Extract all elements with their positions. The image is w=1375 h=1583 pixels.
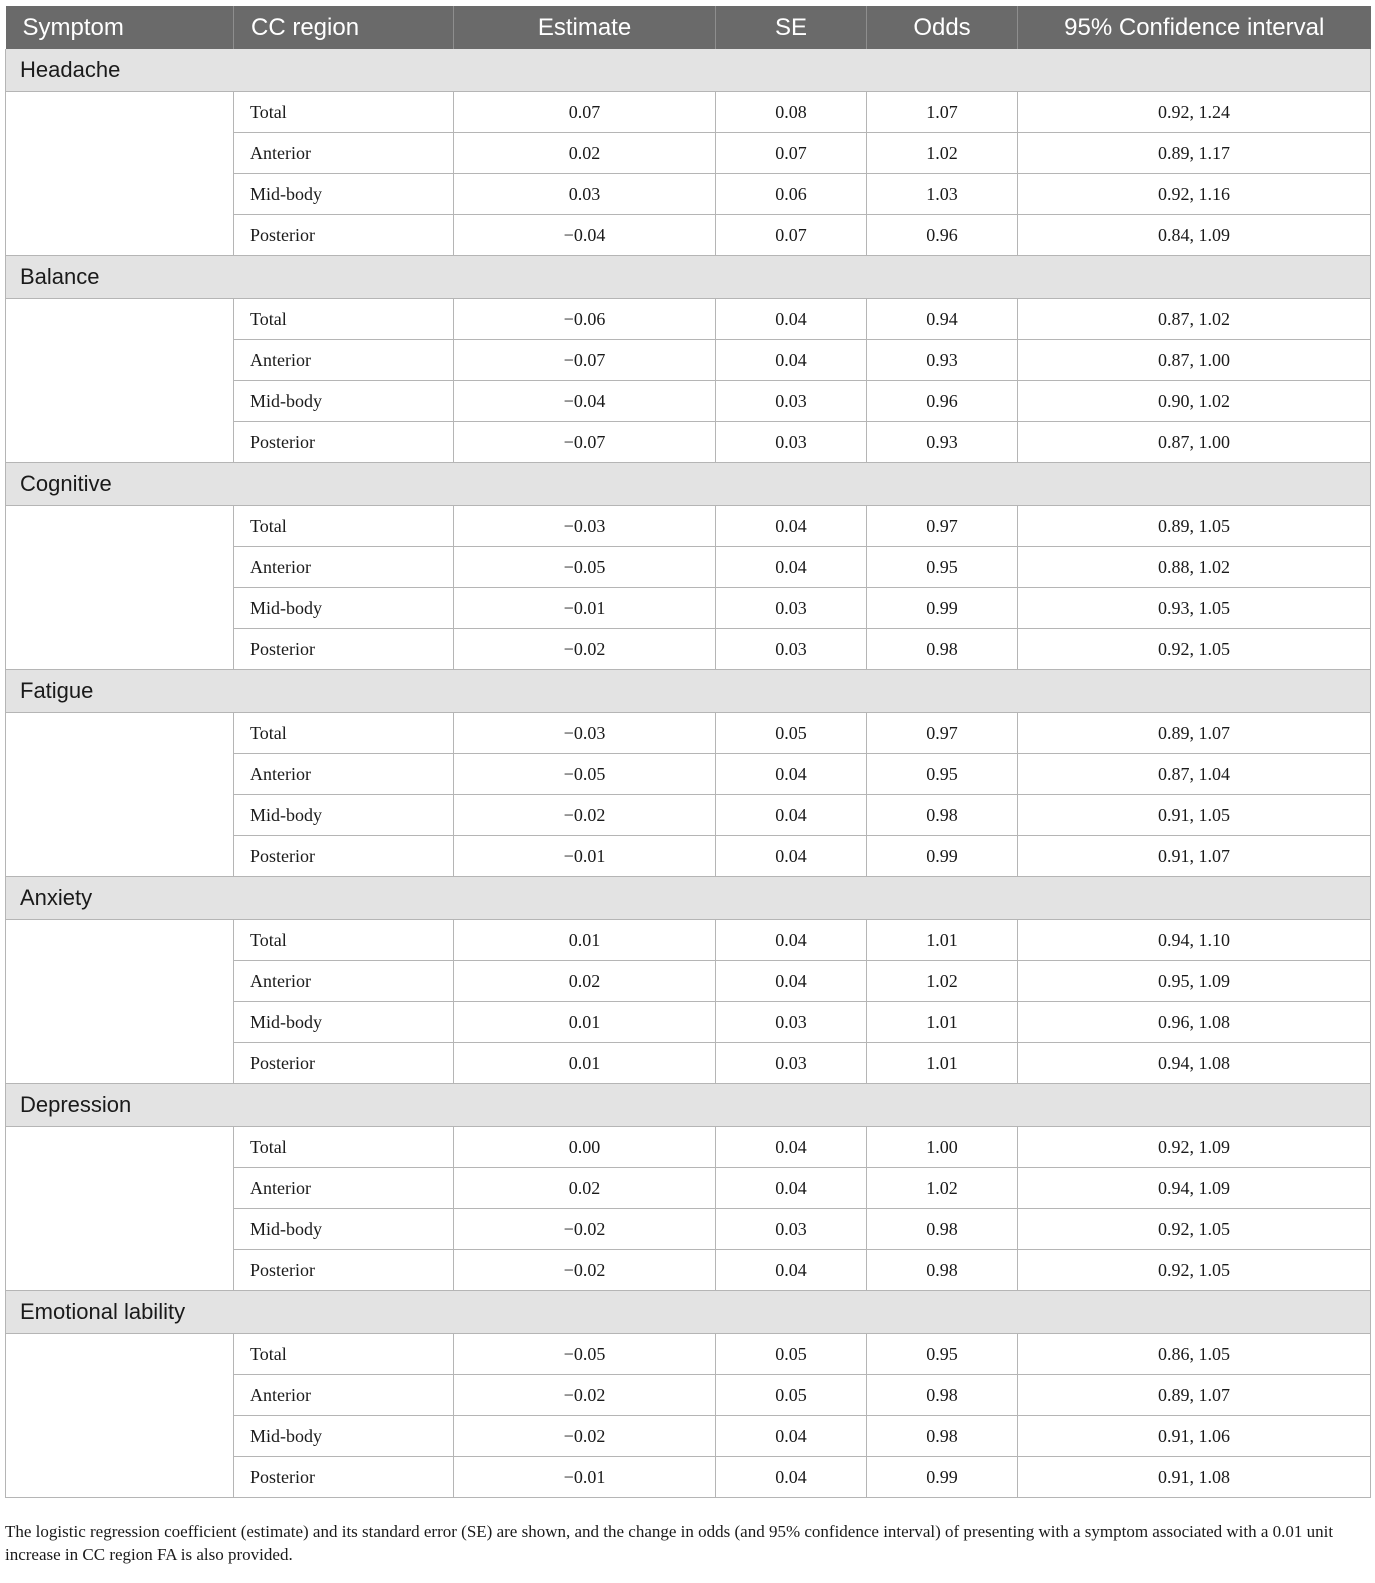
estimate-cell: −0.02 bbox=[454, 1416, 716, 1457]
cc-region-cell: Posterior bbox=[234, 1250, 454, 1291]
cc-region-cell: Anterior bbox=[234, 133, 454, 174]
odds-cell: 1.00 bbox=[867, 1127, 1018, 1168]
estimate-cell: 0.03 bbox=[454, 174, 716, 215]
cc-region-cell: Total bbox=[234, 299, 454, 340]
se-cell: 0.04 bbox=[716, 1457, 867, 1498]
empty-symptom-cell bbox=[6, 92, 234, 133]
empty-symptom-cell bbox=[6, 215, 234, 256]
odds-cell: 1.01 bbox=[867, 920, 1018, 961]
empty-symptom-cell bbox=[6, 422, 234, 463]
se-cell: 0.03 bbox=[716, 1209, 867, 1250]
odds-cell: 0.98 bbox=[867, 1250, 1018, 1291]
header-estimate: Estimate bbox=[454, 6, 716, 49]
se-cell: 0.07 bbox=[716, 133, 867, 174]
odds-cell: 1.03 bbox=[867, 174, 1018, 215]
table-row bbox=[6, 836, 1371, 877]
cc-region-cell: Posterior bbox=[234, 215, 454, 256]
se-cell: 0.03 bbox=[716, 1002, 867, 1043]
results-table bbox=[5, 6, 1371, 1498]
se-cell: 0.03 bbox=[716, 1043, 867, 1084]
empty-symptom-cell bbox=[6, 795, 234, 836]
table-row bbox=[6, 961, 1371, 1002]
estimate-cell: −0.05 bbox=[454, 1334, 716, 1375]
cc-region-cell: Mid-body bbox=[234, 1416, 454, 1457]
table-row bbox=[6, 1250, 1371, 1291]
confidence-interval-cell: 0.92, 1.05 bbox=[1018, 1250, 1371, 1291]
cc-region-cell: Anterior bbox=[234, 1375, 454, 1416]
symptom-label: Balance bbox=[6, 256, 1371, 299]
estimate-cell: 0.01 bbox=[454, 1043, 716, 1084]
header-se: SE bbox=[716, 6, 867, 49]
odds-cell: 0.93 bbox=[867, 340, 1018, 381]
odds-cell: 0.96 bbox=[867, 381, 1018, 422]
table-row bbox=[6, 1168, 1371, 1209]
table-row bbox=[6, 1127, 1371, 1168]
se-cell: 0.03 bbox=[716, 588, 867, 629]
cc-region-cell: Mid-body bbox=[234, 1209, 454, 1250]
empty-symptom-cell bbox=[6, 299, 234, 340]
estimate-cell: −0.05 bbox=[454, 754, 716, 795]
cc-region-cell: Anterior bbox=[234, 754, 454, 795]
odds-cell: 0.96 bbox=[867, 215, 1018, 256]
se-cell: 0.04 bbox=[716, 795, 867, 836]
estimate-cell: −0.01 bbox=[454, 1457, 716, 1498]
se-cell: 0.04 bbox=[716, 836, 867, 877]
cc-region-cell: Total bbox=[234, 1127, 454, 1168]
table-row bbox=[6, 754, 1371, 795]
estimate-cell: −0.03 bbox=[454, 506, 716, 547]
cc-region-cell: Anterior bbox=[234, 961, 454, 1002]
confidence-interval-cell: 0.87, 1.04 bbox=[1018, 754, 1371, 795]
table-row bbox=[6, 422, 1371, 463]
symptom-label: Headache bbox=[6, 49, 1371, 92]
se-cell: 0.03 bbox=[716, 422, 867, 463]
confidence-interval-cell: 0.92, 1.09 bbox=[1018, 1127, 1371, 1168]
se-cell: 0.04 bbox=[716, 506, 867, 547]
confidence-interval-cell: 0.95, 1.09 bbox=[1018, 961, 1371, 1002]
empty-symptom-cell bbox=[6, 340, 234, 381]
confidence-interval-cell: 0.94, 1.08 bbox=[1018, 1043, 1371, 1084]
confidence-interval-cell: 0.88, 1.02 bbox=[1018, 547, 1371, 588]
table-row bbox=[6, 1334, 1371, 1375]
estimate-cell: 0.01 bbox=[454, 920, 716, 961]
empty-symptom-cell bbox=[6, 961, 234, 1002]
odds-cell: 0.97 bbox=[867, 713, 1018, 754]
table-row bbox=[6, 1375, 1371, 1416]
empty-symptom-cell bbox=[6, 1002, 234, 1043]
symptom-group-row bbox=[6, 256, 1371, 299]
cc-region-cell: Anterior bbox=[234, 547, 454, 588]
empty-symptom-cell bbox=[6, 920, 234, 961]
odds-cell: 0.99 bbox=[867, 588, 1018, 629]
confidence-interval-cell: 0.89, 1.07 bbox=[1018, 1375, 1371, 1416]
confidence-interval-cell: 0.91, 1.05 bbox=[1018, 795, 1371, 836]
empty-symptom-cell bbox=[6, 1457, 234, 1498]
symptom-group-row bbox=[6, 49, 1371, 92]
se-cell: 0.07 bbox=[716, 215, 867, 256]
confidence-interval-cell: 0.91, 1.06 bbox=[1018, 1416, 1371, 1457]
symptom-group-row bbox=[6, 1291, 1371, 1334]
confidence-interval-cell: 0.91, 1.07 bbox=[1018, 836, 1371, 877]
cc-region-cell: Mid-body bbox=[234, 1002, 454, 1043]
table-row bbox=[6, 174, 1371, 215]
header-row bbox=[6, 6, 1371, 49]
table-footnote: The logistic regression coefficient (estimate) and its standard error (SE) are shown, and the change in odds (and 95% confidence interval) of presenting with a symptom associated with a 0.01 unit increase in CC region FA is also provided. bbox=[5, 1522, 1334, 1564]
odds-cell: 1.01 bbox=[867, 1002, 1018, 1043]
se-cell: 0.03 bbox=[716, 629, 867, 670]
confidence-interval-cell: 0.93, 1.05 bbox=[1018, 588, 1371, 629]
odds-cell: 0.99 bbox=[867, 836, 1018, 877]
cc-region-cell: Mid-body bbox=[234, 588, 454, 629]
estimate-cell: −0.02 bbox=[454, 1375, 716, 1416]
se-cell: 0.05 bbox=[716, 1375, 867, 1416]
confidence-interval-cell: 0.89, 1.17 bbox=[1018, 133, 1371, 174]
odds-cell: 0.93 bbox=[867, 422, 1018, 463]
confidence-interval-cell: 0.90, 1.02 bbox=[1018, 381, 1371, 422]
estimate-cell: 0.00 bbox=[454, 1127, 716, 1168]
empty-symptom-cell bbox=[6, 754, 234, 795]
table-row bbox=[6, 299, 1371, 340]
table-row bbox=[6, 1209, 1371, 1250]
se-cell: 0.05 bbox=[716, 1334, 867, 1375]
header-confidence-interval: 95% Confidence interval bbox=[1018, 6, 1371, 49]
confidence-interval-cell: 0.87, 1.02 bbox=[1018, 299, 1371, 340]
se-cell: 0.03 bbox=[716, 381, 867, 422]
table-row bbox=[6, 547, 1371, 588]
table-row bbox=[6, 133, 1371, 174]
cc-region-cell: Anterior bbox=[234, 1168, 454, 1209]
symptom-group-row bbox=[6, 1084, 1371, 1127]
estimate-cell: −0.02 bbox=[454, 1250, 716, 1291]
table-row bbox=[6, 588, 1371, 629]
empty-symptom-cell bbox=[6, 1209, 234, 1250]
confidence-interval-cell: 0.92, 1.24 bbox=[1018, 92, 1371, 133]
odds-cell: 1.02 bbox=[867, 1168, 1018, 1209]
empty-symptom-cell bbox=[6, 547, 234, 588]
cc-region-cell: Mid-body bbox=[234, 795, 454, 836]
symptom-label: Depression bbox=[6, 1084, 1371, 1127]
estimate-cell: −0.05 bbox=[454, 547, 716, 588]
estimate-cell: 0.02 bbox=[454, 961, 716, 1002]
empty-symptom-cell bbox=[6, 836, 234, 877]
odds-cell: 0.94 bbox=[867, 299, 1018, 340]
header-symptom: Symptom bbox=[6, 6, 234, 49]
symptom-label: Anxiety bbox=[6, 877, 1371, 920]
odds-cell: 1.07 bbox=[867, 92, 1018, 133]
estimate-cell: 0.02 bbox=[454, 133, 716, 174]
confidence-interval-cell: 0.87, 1.00 bbox=[1018, 422, 1371, 463]
estimate-cell: −0.04 bbox=[454, 215, 716, 256]
cc-region-cell: Mid-body bbox=[234, 381, 454, 422]
estimate-cell: −0.02 bbox=[454, 795, 716, 836]
cc-region-cell: Total bbox=[234, 92, 454, 133]
odds-cell: 0.95 bbox=[867, 754, 1018, 795]
header-odds: Odds bbox=[867, 6, 1018, 49]
table-row bbox=[6, 1416, 1371, 1457]
odds-cell: 0.97 bbox=[867, 506, 1018, 547]
table-row bbox=[6, 920, 1371, 961]
se-cell: 0.04 bbox=[716, 754, 867, 795]
confidence-interval-cell: 0.94, 1.09 bbox=[1018, 1168, 1371, 1209]
confidence-interval-cell: 0.92, 1.16 bbox=[1018, 174, 1371, 215]
odds-cell: 0.95 bbox=[867, 1334, 1018, 1375]
table-row bbox=[6, 713, 1371, 754]
odds-cell: 0.98 bbox=[867, 1375, 1018, 1416]
cc-region-cell: Mid-body bbox=[234, 174, 454, 215]
odds-cell: 0.98 bbox=[867, 1209, 1018, 1250]
empty-symptom-cell bbox=[6, 1375, 234, 1416]
symptom-label: Cognitive bbox=[6, 463, 1371, 506]
se-cell: 0.08 bbox=[716, 92, 867, 133]
table-row bbox=[6, 629, 1371, 670]
cc-region-cell: Total bbox=[234, 506, 454, 547]
estimate-cell: 0.07 bbox=[454, 92, 716, 133]
estimate-cell: −0.01 bbox=[454, 588, 716, 629]
empty-symptom-cell bbox=[6, 588, 234, 629]
empty-symptom-cell bbox=[6, 381, 234, 422]
estimate-cell: 0.02 bbox=[454, 1168, 716, 1209]
cc-region-cell: Posterior bbox=[234, 1043, 454, 1084]
cc-region-cell: Total bbox=[234, 713, 454, 754]
estimate-cell: 0.01 bbox=[454, 1002, 716, 1043]
confidence-interval-cell: 0.89, 1.05 bbox=[1018, 506, 1371, 547]
se-cell: 0.04 bbox=[716, 547, 867, 588]
empty-symptom-cell bbox=[6, 1168, 234, 1209]
table-row bbox=[6, 1457, 1371, 1498]
estimate-cell: −0.07 bbox=[454, 340, 716, 381]
confidence-interval-cell: 0.84, 1.09 bbox=[1018, 215, 1371, 256]
se-cell: 0.04 bbox=[716, 961, 867, 1002]
confidence-interval-cell: 0.86, 1.05 bbox=[1018, 1334, 1371, 1375]
estimate-cell: −0.02 bbox=[454, 1209, 716, 1250]
se-cell: 0.05 bbox=[716, 713, 867, 754]
estimate-cell: −0.06 bbox=[454, 299, 716, 340]
odds-cell: 1.01 bbox=[867, 1043, 1018, 1084]
symptom-group-row bbox=[6, 877, 1371, 920]
confidence-interval-cell: 0.94, 1.10 bbox=[1018, 920, 1371, 961]
cc-region-cell: Anterior bbox=[234, 340, 454, 381]
confidence-interval-cell: 0.96, 1.08 bbox=[1018, 1002, 1371, 1043]
confidence-interval-cell: 0.91, 1.08 bbox=[1018, 1457, 1371, 1498]
table-row bbox=[6, 92, 1371, 133]
confidence-interval-cell: 0.89, 1.07 bbox=[1018, 713, 1371, 754]
symptom-label: Fatigue bbox=[6, 670, 1371, 713]
se-cell: 0.04 bbox=[716, 1168, 867, 1209]
symptom-label: Emotional lability bbox=[6, 1291, 1371, 1334]
odds-cell: 0.99 bbox=[867, 1457, 1018, 1498]
estimate-cell: −0.03 bbox=[454, 713, 716, 754]
empty-symptom-cell bbox=[6, 133, 234, 174]
estimate-cell: −0.01 bbox=[454, 836, 716, 877]
odds-cell: 1.02 bbox=[867, 133, 1018, 174]
se-cell: 0.06 bbox=[716, 174, 867, 215]
empty-symptom-cell bbox=[6, 1334, 234, 1375]
symptom-group-row bbox=[6, 670, 1371, 713]
empty-symptom-cell bbox=[6, 174, 234, 215]
se-cell: 0.04 bbox=[716, 1250, 867, 1291]
cc-region-cell: Posterior bbox=[234, 629, 454, 670]
table-row bbox=[6, 215, 1371, 256]
odds-cell: 0.98 bbox=[867, 1416, 1018, 1457]
confidence-interval-cell: 0.92, 1.05 bbox=[1018, 629, 1371, 670]
empty-symptom-cell bbox=[6, 1043, 234, 1084]
estimate-cell: −0.07 bbox=[454, 422, 716, 463]
table-row bbox=[6, 795, 1371, 836]
se-cell: 0.04 bbox=[716, 920, 867, 961]
confidence-interval-cell: 0.92, 1.05 bbox=[1018, 1209, 1371, 1250]
odds-cell: 0.95 bbox=[867, 547, 1018, 588]
table-row bbox=[6, 1043, 1371, 1084]
se-cell: 0.04 bbox=[716, 340, 867, 381]
estimate-cell: −0.02 bbox=[454, 629, 716, 670]
table-row bbox=[6, 340, 1371, 381]
cc-region-cell: Posterior bbox=[234, 1457, 454, 1498]
header-cc-region: CC region bbox=[234, 6, 454, 49]
symptom-group-row bbox=[6, 463, 1371, 506]
odds-cell: 0.98 bbox=[867, 629, 1018, 670]
confidence-interval-cell: 0.87, 1.00 bbox=[1018, 340, 1371, 381]
empty-symptom-cell bbox=[6, 629, 234, 670]
cc-region-cell: Total bbox=[234, 1334, 454, 1375]
empty-symptom-cell bbox=[6, 506, 234, 547]
se-cell: 0.04 bbox=[716, 1416, 867, 1457]
cc-region-cell: Posterior bbox=[234, 422, 454, 463]
odds-cell: 1.02 bbox=[867, 961, 1018, 1002]
empty-symptom-cell bbox=[6, 1250, 234, 1291]
table-row bbox=[6, 506, 1371, 547]
empty-symptom-cell bbox=[6, 713, 234, 754]
se-cell: 0.04 bbox=[716, 299, 867, 340]
empty-symptom-cell bbox=[6, 1127, 234, 1168]
cc-region-cell: Posterior bbox=[234, 836, 454, 877]
table-body bbox=[6, 49, 1371, 1498]
estimate-cell: −0.04 bbox=[454, 381, 716, 422]
cc-region-cell: Total bbox=[234, 920, 454, 961]
table-row bbox=[6, 1002, 1371, 1043]
odds-cell: 0.98 bbox=[867, 795, 1018, 836]
table-row bbox=[6, 381, 1371, 422]
empty-symptom-cell bbox=[6, 1416, 234, 1457]
se-cell: 0.04 bbox=[716, 1127, 867, 1168]
